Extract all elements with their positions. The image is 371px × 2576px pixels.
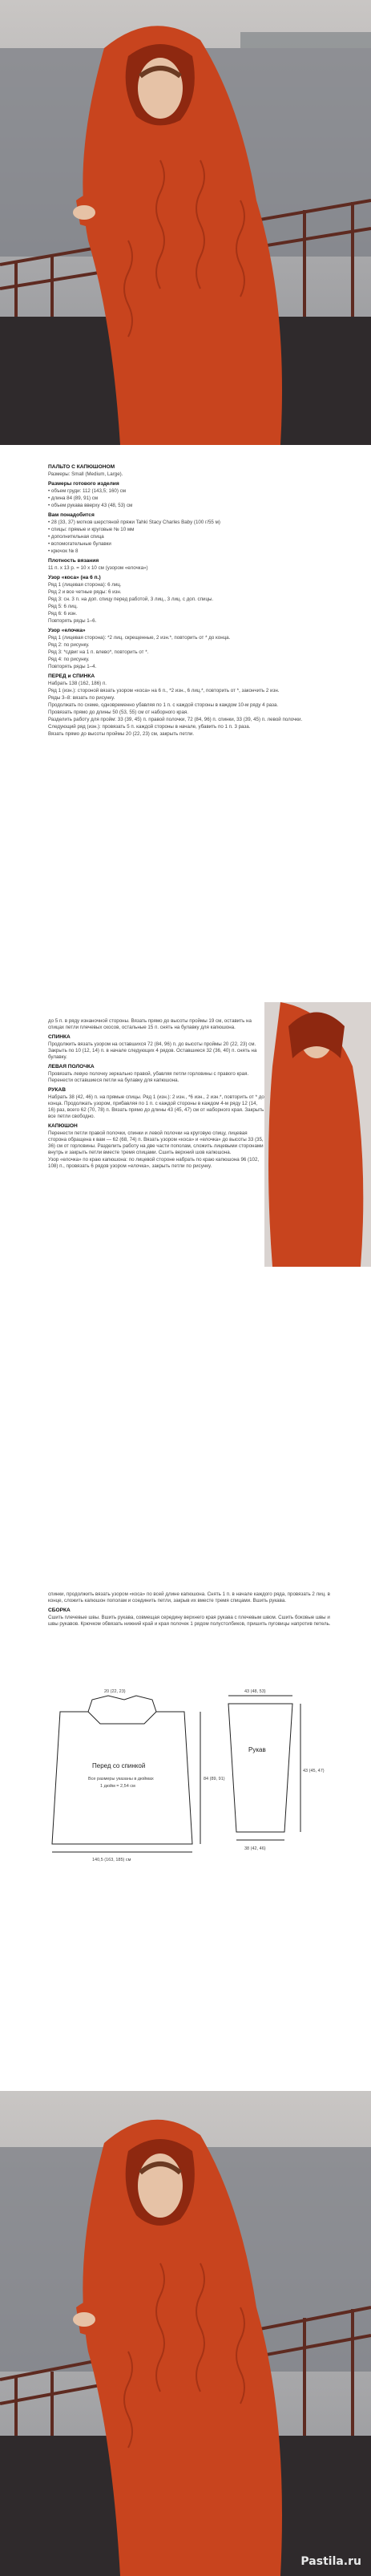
dim-height: 84 (89, 91) xyxy=(204,1777,225,1781)
pattern-page-1 xyxy=(48,461,353,738)
hood-text: Перенести петли правой полочки, спинки и левой полочки на круговую спицу, лицевая сторона обращена к вам — 62 (68, 74) п. Вязать узором «коса» и «елочка» до высоты 33 (35, 36) см от горловины. Разделить работу на две части пополам, сложить лицевыми сторонами внутрь и закрыть петли вместе тремя спицами. Сшить верхний шов капюшона. xyxy=(48,1130,264,1155)
sleeve-label: Рукав xyxy=(248,1746,266,1753)
dim-sleeve-bottom: 38 (42, 46) xyxy=(244,1846,266,1851)
list-item: Провязать прямо до длины 50 (53, 55) см от наборного края. xyxy=(48,710,188,715)
list-item: Продолжать по схеме, одновременно убавляя по 1 п. с каждой стороны в каждом 10-м ряду 4 раза. xyxy=(48,702,279,708)
pattern1-heading: Узор «коса» (на 6 п.) xyxy=(48,575,101,580)
pattern-title: ПАЛЬТО С КАПЮШОНОМ xyxy=(48,464,115,470)
woman-in-red-hooded-coat-image-2 xyxy=(0,2091,371,2576)
woman-in-red-hooded-coat-image xyxy=(0,0,371,445)
list-item: Разделить работу для пройм: 33 (39, 45) п. правой полочки, 72 (84, 96) п. спинки, 33 (39, 45) п. левой полочки. xyxy=(48,717,303,722)
page3-intro: спинки, продолжить вязать узором «коса» по всей длине капюшона. Снять 1 п. в начале каждого ряда, провязать 2 лиц. в конце, сложить капюшон пополам и соединить петли, закрыв их вместе тремя спицами. Вшить рукава. xyxy=(48,1591,330,1603)
hood-finish-text: Узор «елочка» по краю капюшона: по лицевой стороне набрать по краю капюшона 96 (102, 108) п., провязать 6 рядов узором «елочка», закрыть петли по рисунку. xyxy=(48,1157,260,1169)
list-item: Ряд 1 (лицевая сторона): *2 лиц. скрещенные, 2 изн.*, повторить от * до конца. xyxy=(48,635,231,641)
body-note-2: 1 дюйм = 2,54 см xyxy=(100,1784,135,1789)
back-section-heading: СПИНКА xyxy=(48,1034,71,1040)
list-item: • крючок № 8 xyxy=(48,548,79,554)
list-item: • дополнительная спица xyxy=(48,534,104,540)
bottom-photo xyxy=(0,2091,371,2576)
sizes: Размеры: Small (Medium, Large). xyxy=(48,471,123,477)
list-item: • 28 (33, 37) мотков шерстяной пряжи Tahki Stacy Charles Baby (100 г/55 м) xyxy=(48,520,220,525)
back-heading: ПЕРЕД и СПИНКА xyxy=(48,673,95,679)
back-section-text: Продолжить вязать узором на оставшихся 72 (84, 96) п. до высоты проймы 20 (22, 23) см. Закрыть по 10 (12, 14) п. в начале следующих 4 рядов. Оставшиеся 32 (36, 40) п. снять на булавку. xyxy=(48,1041,257,1060)
finished-sizes-heading: Размеры готового изделия xyxy=(48,481,119,487)
coat-detail-image xyxy=(264,1002,371,1267)
list-item: Ряд 5: 6 лиц. xyxy=(48,604,78,609)
dim-bottom: 140,5 (163, 185) см xyxy=(92,1858,131,1862)
list-item: • спицы: прямые и круговые № 10 мм xyxy=(48,527,135,532)
dim-top: 20 (22, 23) xyxy=(104,1689,126,1694)
hood-heading: КАПЮШОН xyxy=(48,1123,78,1129)
list-item: Повторять ряды 1–6. xyxy=(48,618,97,624)
dim-sleeve-top: 43 (48, 53) xyxy=(244,1689,266,1694)
list-item: Набрать 138 (162, 186) п. xyxy=(48,681,107,686)
list-item: Вязать прямо до высоты проймы 20 (22, 23) см, закрыть петли. xyxy=(48,731,195,737)
side-photo xyxy=(264,1002,371,1267)
list-item: Ряд 1 (изн.): стороной вязать узором «коса» на 6 п., *2 изн., 6 лиц.*, повторить от *, закончить 2 изн. xyxy=(48,688,280,694)
sleeve-text: Набрать 38 (42, 46) п. на прямые спицы. Ряд 1 (изн.): 2 изн., *6 изн., 2 изн.*, повторить от * до конца. Продолжать узором, прибавляя по 1 п. с каждой стороны в каждом 4-м ряду 12 (14, 16) раз, всего 62 (70, 78) п. Вязать прямо до длины 43 (45, 47) см от наборного края. Закрыть все петли свободно. xyxy=(48,1094,264,1119)
list-item: Ряд 3: *сдвиг на 1 п. влево*, повторить от *. xyxy=(48,649,149,655)
list-item: Ряды 3–8: вязать по рисунку. xyxy=(48,695,115,701)
pattern2-heading: Узор «елочка» xyxy=(48,628,86,633)
dim-sleeve-length: 43 (45, 47) xyxy=(303,1769,325,1773)
garment-schematic xyxy=(44,1680,325,1868)
sleeve-heading: РУКАВ xyxy=(48,1087,66,1093)
assembly-heading: СБОРКА xyxy=(48,1607,71,1613)
body-note-1: Все размеры указаны в дюймах xyxy=(88,1777,154,1781)
list-item: Ряд 6: 6 изн. xyxy=(48,611,78,617)
list-item: • объем рукава вверху 43 (48, 53) см xyxy=(48,503,133,508)
assembly-text: Сшить плечевые швы. Вшить рукава, совмещая середину верхнего края рукава с плечевым швом. Сшить боковые швы и швы рукавов. Крючком обвязать нижний край и края полочек 1 рядом полустолбиков, пришить пуговицы напротив петель. xyxy=(48,1615,331,1627)
list-item: • объем груди: 112 (143,5; 160) см xyxy=(48,488,126,494)
top-photo xyxy=(0,0,371,445)
pattern-page-2 xyxy=(48,1018,264,1171)
list-item: Следующий ряд (изн.): провязать 5 п. каждой стороны в начале, убавить по 1 п. 3 раза. xyxy=(48,724,251,730)
left-front-text: Провязать левую полочку зеркально правой, убавляя петли горловины с правого края. Перенести оставшиеся петли на булавку для капюшона. xyxy=(48,1071,249,1083)
list-item: • вспомогательные булавки xyxy=(48,541,111,547)
pattern-page-3 xyxy=(48,1591,337,1628)
list-item: Ряд 2 и все четные ряды: 6 изн. xyxy=(48,589,122,595)
left-front-heading: ЛЕВАЯ ПОЛОЧКА xyxy=(48,1064,95,1070)
list-item: Ряд 2: по рисунку. xyxy=(48,642,90,648)
schematic-drawing xyxy=(44,1680,325,1864)
list-item: Ряд 1 (лицевая сторона): 6 лиц. xyxy=(48,582,122,588)
gauge-heading: Плотность вязания xyxy=(48,558,99,564)
gauge: 11 п. x 13 р. = 10 x 10 см (узором «елочка») xyxy=(48,565,148,571)
list-item: Ряд 4: по рисунку. xyxy=(48,657,90,662)
page2-intro: до 5 п. в ряду изнаночной стороны. Вязать прямо до высоты проймы 19 см, оставить на спицах петли плечевых скосов, остальные 15 п. снять на булавку для капюшона. xyxy=(48,1018,252,1030)
watermark: Pastila.ru xyxy=(300,2555,361,2568)
body-label: Перед со спинкой xyxy=(92,1762,146,1769)
list-item: Ряд 3: сн. 3 п. на доп. спицу перед работой, 3 лиц., 3 лиц. с доп. спицы. xyxy=(48,596,214,602)
list-item: • длина 84 (89, 91) см xyxy=(48,495,99,501)
list-item: Повторять ряды 1–4. xyxy=(48,664,97,669)
materials-heading: Вам понадобится xyxy=(48,512,95,518)
